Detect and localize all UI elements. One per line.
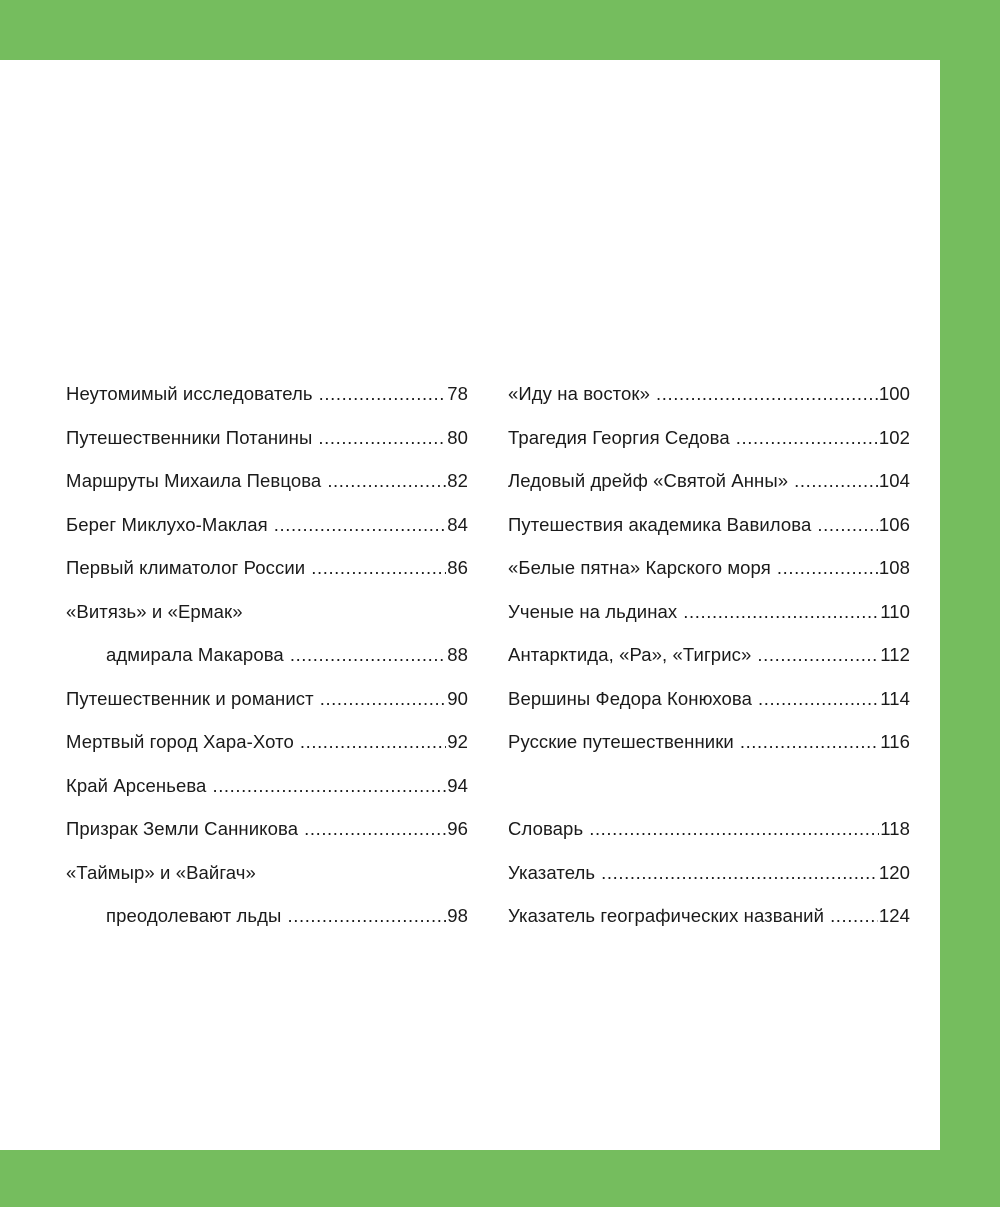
toc-entry-page: 104 xyxy=(878,470,910,491)
toc-entry-continuation[interactable] xyxy=(66,644,468,688)
toc-left-column xyxy=(66,383,468,949)
toc-entry-title: «Витязь» и «Ермак» xyxy=(66,600,243,622)
toc-entry-page: 98 xyxy=(447,905,468,926)
dot-leader xyxy=(794,470,878,492)
toc-entry[interactable] xyxy=(508,427,910,471)
toc-entry-page: 78 xyxy=(447,383,468,404)
toc-entry[interactable] xyxy=(66,688,468,732)
toc-entry-title: Вершины Федора Конюхова xyxy=(508,687,752,709)
toc-entry-page: 114 xyxy=(880,687,910,709)
toc-entry-title: Призрак Земли Санникова xyxy=(66,818,299,839)
toc-entry[interactable] xyxy=(508,688,910,732)
toc-entry-page: 92 xyxy=(447,731,468,752)
toc-entry-title: Путешественники Потанины xyxy=(66,426,313,448)
toc-entry-page: 124 xyxy=(878,905,910,926)
dot-leader xyxy=(736,427,878,449)
toc-entry-page: 110 xyxy=(880,600,910,622)
toc-entry-title: Мертвый город Хара-Хото xyxy=(66,731,294,752)
toc-entry[interactable] xyxy=(508,818,910,862)
toc-entry-title: Край Арсеньева xyxy=(66,774,207,796)
toc-entry-title: «Таймыр» и «Вайгач» xyxy=(66,861,256,883)
dot-leader xyxy=(327,470,446,492)
toc-entry[interactable] xyxy=(508,383,910,427)
dot-leader xyxy=(304,818,446,840)
toc-entry[interactable] xyxy=(508,905,910,949)
toc-entry-title: Антарктида, «Ра», «Тигрис» xyxy=(508,644,752,665)
toc-right-column xyxy=(508,383,910,949)
toc-entry-page: 120 xyxy=(878,861,910,883)
toc-entry-page: 102 xyxy=(878,426,910,448)
toc-entry-page: 100 xyxy=(878,383,910,404)
toc-entry-page: 80 xyxy=(447,426,468,448)
dot-leader xyxy=(757,644,879,666)
toc-entry[interactable] xyxy=(508,514,910,558)
toc-entry-first-line[interactable] xyxy=(66,862,468,906)
toc-entry-title: Указатель xyxy=(508,861,596,883)
toc-entry[interactable] xyxy=(66,818,468,862)
dot-leader xyxy=(290,644,446,666)
dot-leader xyxy=(758,688,879,710)
toc-entry[interactable] xyxy=(508,470,910,514)
toc-entry[interactable] xyxy=(508,862,910,906)
dot-leader xyxy=(300,731,446,753)
toc-entry[interactable] xyxy=(508,644,910,688)
dot-leader xyxy=(589,818,879,840)
toc-entry-page: 94 xyxy=(447,774,468,796)
dot-leader xyxy=(318,427,446,449)
toc-entry-page: 116 xyxy=(880,731,910,752)
dot-leader xyxy=(740,731,879,753)
toc-entry-title: Трагедия Георгия Седова xyxy=(508,426,730,448)
toc-entry-title-cont: преодолевают льды xyxy=(106,905,282,926)
toc-entry-page: 90 xyxy=(447,687,468,709)
dot-leader xyxy=(817,514,877,536)
dot-leader xyxy=(777,557,878,579)
toc-entry-page: 82 xyxy=(447,470,468,491)
toc-entry-title: Путешественник и романист xyxy=(66,687,314,709)
toc-spacer xyxy=(508,775,910,819)
toc-entry-title: Ледовый дрейф «Святой Анны» xyxy=(508,470,789,491)
toc-entry-title-cont: адмирала Макарова xyxy=(106,644,284,665)
toc-entry[interactable] xyxy=(508,601,910,645)
toc-entry-page: 96 xyxy=(447,818,468,839)
toc-entry-page: 108 xyxy=(878,557,910,578)
toc-entry[interactable] xyxy=(66,557,468,601)
dot-leader xyxy=(683,601,879,623)
toc-entry-title: Берег Миклухо-Маклая xyxy=(66,513,268,535)
toc-entry[interactable] xyxy=(508,557,910,601)
toc-entry-title: Путешествия академика Вавилова xyxy=(508,513,812,535)
dot-leader xyxy=(830,905,878,927)
toc-entry[interactable] xyxy=(66,383,468,427)
toc-entry-title: «Белые пятна» Карского моря xyxy=(508,557,771,578)
dot-leader xyxy=(601,862,878,884)
toc-entry[interactable] xyxy=(66,514,468,558)
toc-entry-title: Словарь xyxy=(508,818,584,839)
dot-leader xyxy=(274,514,446,536)
toc-entry-title: Русские путешественники xyxy=(508,731,734,752)
toc-entry-title: Маршруты Михаила Певцова xyxy=(66,470,322,491)
book-page xyxy=(0,60,940,1150)
toc-entry-title: Неутомимый исследователь xyxy=(66,383,313,404)
toc-entry-page: 84 xyxy=(447,513,468,535)
toc-entry-page: 112 xyxy=(880,644,910,665)
dot-leader xyxy=(656,383,878,405)
dot-leader xyxy=(287,905,446,927)
toc-entry-title: Первый климатолог России xyxy=(66,557,306,578)
toc-entry-title: Указатель географических названий xyxy=(508,905,825,926)
toc-entry[interactable] xyxy=(508,731,910,775)
toc-entry[interactable] xyxy=(66,470,468,514)
dot-leader xyxy=(212,775,446,797)
toc-entry-page: 106 xyxy=(878,513,910,535)
dot-leader xyxy=(311,557,446,579)
toc-entry-page: 88 xyxy=(447,644,468,665)
toc-entry-page: 86 xyxy=(447,557,468,578)
toc-entry-continuation[interactable] xyxy=(66,905,468,949)
dot-leader xyxy=(319,383,447,405)
toc-entry-title: Ученые на льдинах xyxy=(508,600,678,622)
toc-entry-title: «Иду на восток» xyxy=(508,383,651,404)
toc-entry[interactable] xyxy=(66,427,468,471)
toc-entry-page: 118 xyxy=(880,818,910,839)
toc-entry[interactable] xyxy=(66,731,468,775)
toc-entry-first-line[interactable] xyxy=(66,601,468,645)
dot-leader xyxy=(320,688,447,710)
toc-entry[interactable] xyxy=(66,775,468,819)
